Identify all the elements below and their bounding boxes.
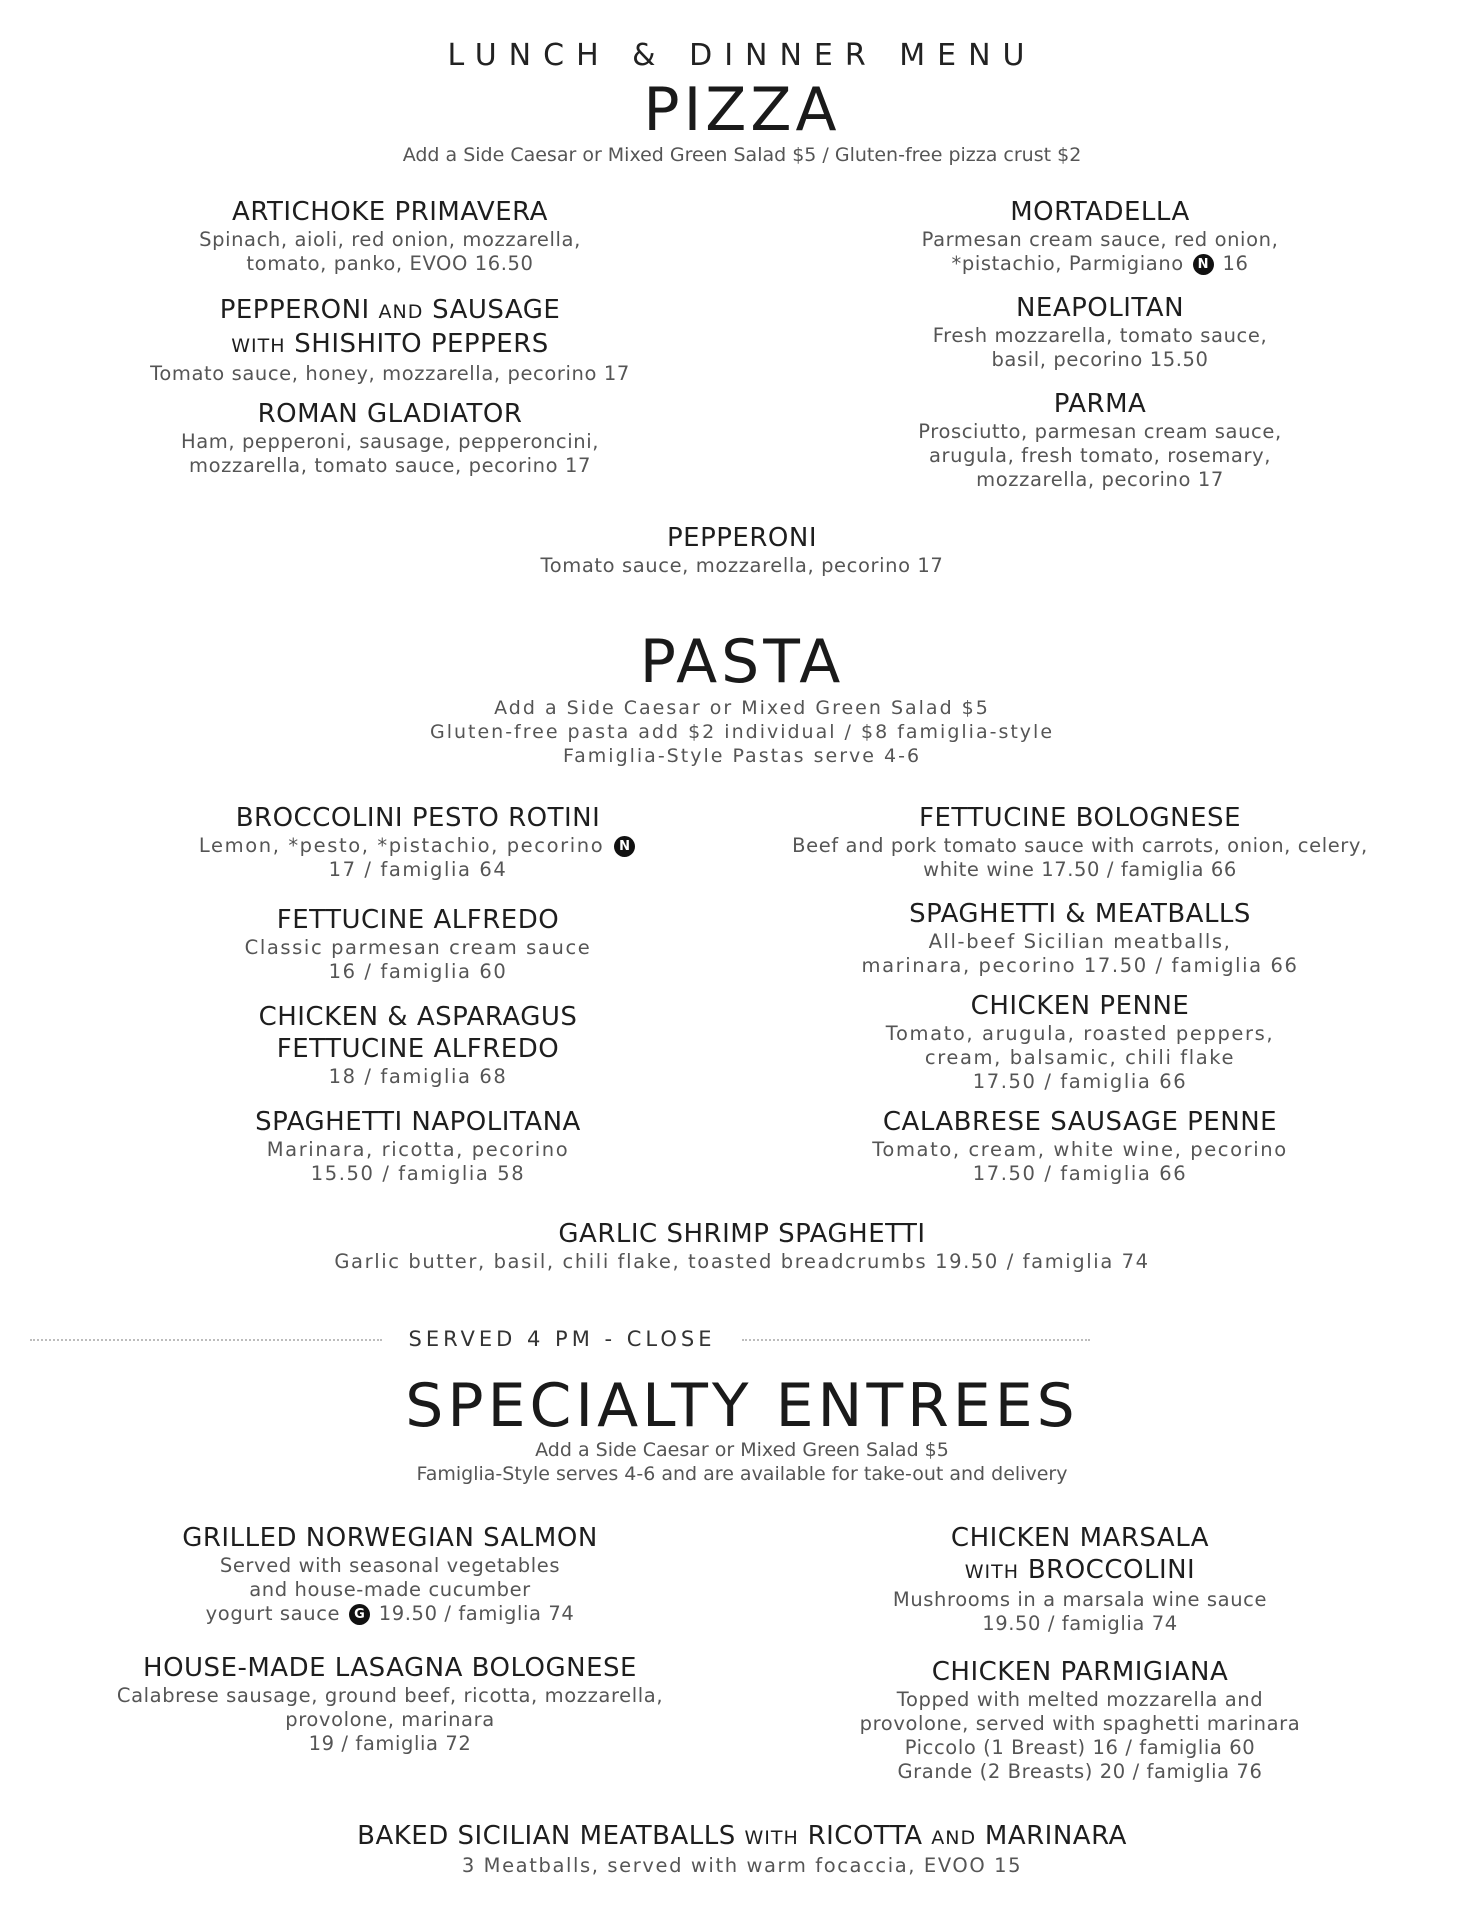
item-price: 16 / famiglia 60 <box>328 960 508 983</box>
pasta-note: Add a Side Caesar or Mixed Green Salad $5 <box>494 697 990 719</box>
item-name-part: BAKED SICILIAN MEATBALLS <box>357 1821 736 1851</box>
item-price: 17 / famiglia 64 <box>328 858 508 881</box>
item-name: GARLIC SHRIMP SPAGHETTI <box>558 1219 926 1249</box>
item-name <box>780 1554 1380 1588</box>
item-name-connector: AND <box>931 1827 977 1849</box>
item-name <box>0 1820 1484 1854</box>
item-price: Piccolo (1 Breast) 16 / famiglia 60 <box>904 1736 1256 1759</box>
pizza-note: Add a Side Caesar or Mixed Green Salad $5 / Gluten-free pizza crust $2 <box>402 144 1082 166</box>
item-price: 15.50 / famiglia 58 <box>310 1162 526 1185</box>
menu-item-fettucine-alfredo <box>118 904 718 984</box>
item-description: Beef and pork tomato sauce with carrots, onion, celery, <box>792 834 1368 857</box>
item-name: NEAPOLITAN <box>1015 293 1185 323</box>
item-description: Prosciutto, parmesan cream sauce, <box>918 420 1282 443</box>
item-name: FETTUCINE ALFREDO <box>276 1034 560 1064</box>
item-name-part: RICOTTA <box>807 1821 923 1851</box>
item-description: basil, pecorino 15.50 <box>991 348 1209 371</box>
item-description: marinara, pecorino 17.50 / famiglia 66 <box>861 954 1299 977</box>
item-name: GRILLED NORWEGIAN SALMON <box>182 1523 598 1553</box>
item-price: 17.50 / famiglia 66 <box>972 1070 1188 1093</box>
item-description <box>800 252 1400 276</box>
menu-item-parma <box>800 388 1400 492</box>
menu-item-spaghetti-napolitana <box>118 1106 718 1186</box>
menu-item-roman-gladiator <box>90 398 690 478</box>
item-description: cream, balsamic, chili flake <box>924 1046 1236 1069</box>
entrees-note: Add a Side Caesar or Mixed Green Salad $5 <box>535 1439 949 1461</box>
item-description: Served with seasonal vegetables <box>219 1554 561 1577</box>
item-name: ARTICHOKE PRIMAVERA <box>232 197 548 227</box>
divider-line <box>30 1339 382 1341</box>
menu-item-chicken-penne <box>740 990 1420 1094</box>
item-description: mozzarella, tomato sauce, pecorino 17 <box>189 454 591 477</box>
item-name: CALABRESE SAUSAGE PENNE <box>882 1107 1278 1137</box>
item-description: Garlic butter, basil, chili flake, toasted breadcrumbs 19.50 / famiglia 74 <box>334 1250 1150 1273</box>
served-hours: SERVED 4 PM - CLOSE <box>408 1327 716 1351</box>
gluten-free-icon: G <box>349 1604 370 1625</box>
item-name: MORTADELLA <box>1010 197 1190 227</box>
menu-item-spaghetti-meatballs <box>740 898 1420 978</box>
item-description: white wine 17.50 / famiglia 66 <box>923 858 1237 881</box>
item-description: Tomato sauce, mozzarella, pecorino 17 <box>540 554 944 577</box>
item-description: tomato, panko, EVOO 16.50 <box>246 252 534 275</box>
item-name: CHICKEN & ASPARAGUS <box>258 1002 578 1032</box>
item-description: Tomato, cream, white wine, pecorino <box>872 1138 1288 1161</box>
menu-item-chicken-asparagus-alfredo <box>118 1001 718 1089</box>
item-price: 19 / famiglia 72 <box>308 1732 472 1755</box>
menu-item-chicken-parmigiana <box>780 1656 1380 1784</box>
item-name: BROCCOLINI PESTO ROTINI <box>235 803 601 833</box>
item-description: Calabrese sausage, ground beef, ricotta, mozzarella, <box>116 1684 664 1707</box>
menu-item-pepperoni-sausage <box>90 294 690 386</box>
entrees-title: SPECIALTY ENTREES <box>405 1371 1079 1441</box>
item-description: Parmesan cream sauce, red onion, <box>921 228 1279 251</box>
menu-item-baked-sicilian-meatballs <box>0 1820 1484 1878</box>
item-name: FETTUCINE ALFREDO <box>276 905 560 935</box>
item-name <box>90 294 690 328</box>
pizza-title: PIZZA <box>643 75 841 145</box>
menu-item-artichoke-primavera <box>90 196 690 276</box>
menu-item-calabrese-sausage-penne <box>740 1106 1420 1186</box>
item-name-part: PEPPERONI <box>219 295 370 325</box>
item-description-text: yogurt sauce <box>205 1602 341 1625</box>
item-name: SPAGHETTI & MEATBALLS <box>909 899 1251 929</box>
item-name-part: SHISHITO PEPPERS <box>294 329 549 359</box>
item-name: CHICKEN PARMIGIANA <box>931 1657 1229 1687</box>
item-name: PEPPERONI <box>666 523 818 553</box>
menu-item-chicken-marsala <box>780 1522 1380 1636</box>
item-name-part: BROCCOLINI <box>1027 1555 1196 1585</box>
item-description: All-beef Sicilian meatballs, <box>928 930 1232 953</box>
menu-item-pepperoni <box>0 522 1484 578</box>
item-description: provolone, marinara <box>285 1708 495 1731</box>
menu-item-lasagna-bolognese <box>90 1652 690 1756</box>
pasta-note: Gluten-free pasta add $2 individual / $8 famiglia-style <box>429 721 1055 743</box>
item-description: arugula, fresh tomato, rosemary, <box>928 444 1272 467</box>
item-description: and house-made cucumber <box>249 1578 531 1601</box>
item-price: 19.50 / famiglia 74 <box>982 1612 1178 1635</box>
menu-item-mortadella <box>800 196 1400 276</box>
item-name: PARMA <box>1053 389 1147 419</box>
item-name: ROMAN GLADIATOR <box>257 399 523 429</box>
item-name-connector: WITH <box>231 335 286 357</box>
item-description: Marinara, ricotta, pecorino <box>266 1138 570 1161</box>
item-name-connector: WITH <box>744 1827 799 1849</box>
item-description <box>90 1602 690 1626</box>
item-description: Tomato sauce, honey, mozzarella, pecorino 17 <box>150 362 630 385</box>
item-price: 19.50 / famiglia 74 <box>378 1602 575 1625</box>
item-price: Grande (2 Breasts) 20 / famiglia 76 <box>897 1760 1263 1783</box>
nut-allergen-icon: N <box>1193 254 1214 275</box>
item-description: 3 Meatballs, served with warm focaccia, EVOO 15 <box>461 1854 1023 1877</box>
item-description: provolone, served with spaghetti marinara <box>859 1712 1301 1735</box>
item-name <box>90 328 690 362</box>
item-description: mozzarella, pecorino 17 <box>976 468 1224 491</box>
item-description-text: Lemon, *pesto, *pistachio, pecorino <box>198 834 605 857</box>
item-name-connector: WITH <box>964 1561 1020 1583</box>
item-name-part: SAUSAGE <box>432 295 561 325</box>
item-description: Classic parmesan cream sauce <box>244 936 592 959</box>
item-name: CHICKEN PENNE <box>970 991 1190 1021</box>
menu-item-garlic-shrimp-spaghetti <box>0 1218 1484 1274</box>
item-name-connector: AND <box>378 301 424 323</box>
item-description: Topped with melted mozzarella and <box>896 1688 1264 1711</box>
item-price: 17.50 / famiglia 66 <box>972 1162 1188 1185</box>
pasta-note: Famiglia-Style Pastas serve 4-6 <box>562 745 922 767</box>
item-description: Spinach, aioli, red onion, mozzarella, <box>199 228 581 251</box>
pasta-title: PASTA <box>639 627 845 697</box>
item-price: 18 / famiglia 68 <box>328 1065 508 1088</box>
item-name: CHICKEN MARSALA <box>950 1523 1210 1553</box>
menu-item-fettucine-bolognese <box>740 802 1420 882</box>
item-description: Ham, pepperoni, sausage, pepperoncini, <box>180 430 600 453</box>
item-name: HOUSE-MADE LASAGNA BOLOGNESE <box>143 1653 637 1683</box>
menu-item-grilled-salmon <box>90 1522 690 1626</box>
menu-item-neapolitan <box>800 292 1400 372</box>
item-description <box>118 834 718 858</box>
item-description: Fresh mozzarella, tomato sauce, <box>932 324 1268 347</box>
nut-allergen-icon: N <box>614 836 635 857</box>
menu-label: LUNCH & DINNER MENU <box>447 38 1037 73</box>
item-price: 16 <box>1222 252 1249 275</box>
item-description: Tomato, arugula, roasted peppers, <box>885 1022 1275 1045</box>
divider-line <box>742 1339 1090 1341</box>
item-name: FETTUCINE BOLOGNESE <box>918 803 1241 833</box>
menu-item-broccolini-pesto-rotini <box>118 802 718 882</box>
item-name: SPAGHETTI NAPOLITANA <box>255 1107 581 1137</box>
entrees-note: Famiglia-Style serves 4-6 and are available for take-out and delivery <box>416 1463 1068 1485</box>
item-description: Mushrooms in a marsala wine sauce <box>892 1588 1268 1611</box>
item-name-part: MARINARA <box>984 1821 1127 1851</box>
item-description-text: *pistachio, Parmigiano <box>951 252 1184 275</box>
